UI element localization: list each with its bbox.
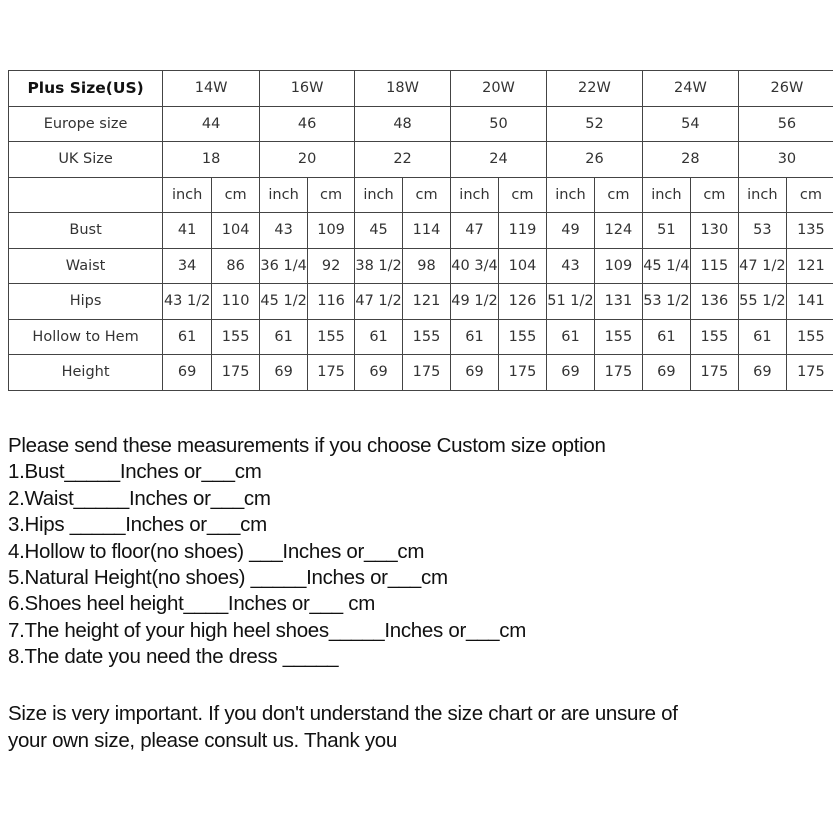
table-cell: 104 bbox=[212, 213, 260, 249]
table-cell: 175 bbox=[594, 355, 642, 391]
us-size-cell: 14W bbox=[163, 71, 260, 107]
table-cell: 86 bbox=[212, 248, 260, 284]
unit-inch-cell: inch bbox=[738, 177, 786, 213]
size-table bbox=[8, 70, 833, 391]
table-cell: 43 bbox=[546, 248, 594, 284]
instruction-item: 4.Hollow to floor(no shoes) ___Inches or___cm bbox=[8, 539, 425, 563]
table-cell: 121 bbox=[786, 248, 833, 284]
table-cell: 126 bbox=[498, 284, 546, 320]
table-cell: 175 bbox=[403, 355, 451, 391]
table-cell: 47 1/2 bbox=[738, 248, 786, 284]
table-cell: 43 1/2 bbox=[163, 284, 212, 320]
uk-size-cell: 18 bbox=[163, 142, 260, 178]
measurement-row bbox=[9, 284, 833, 320]
unit-cm-cell: cm bbox=[786, 177, 833, 213]
measurement-instructions bbox=[8, 433, 828, 671]
unit-cm-cell: cm bbox=[403, 177, 451, 213]
uk-size-cell: 26 bbox=[546, 142, 642, 178]
table-cell: 43 bbox=[260, 213, 308, 249]
unit-cm-cell: cm bbox=[594, 177, 642, 213]
row-header: Europe size bbox=[9, 106, 163, 142]
row-header: UK Size bbox=[9, 142, 163, 178]
table-cell: 69 bbox=[642, 355, 690, 391]
table-cell: 69 bbox=[451, 355, 499, 391]
footer-line: your own size, please consult us. Thank you bbox=[8, 728, 397, 752]
measurement-row bbox=[9, 213, 833, 249]
europe-size-cell: 48 bbox=[355, 106, 451, 142]
table-cell: 41 bbox=[163, 213, 212, 249]
row-header: Hollow to Hem bbox=[9, 319, 163, 355]
table-cell: 155 bbox=[212, 319, 260, 355]
table-cell: 61 bbox=[546, 319, 594, 355]
table-cell: 61 bbox=[163, 319, 212, 355]
table-cell: 53 1/2 bbox=[642, 284, 690, 320]
instruction-item: 1.Bust_____Inches or___cm bbox=[8, 460, 262, 484]
table-cell: 104 bbox=[498, 248, 546, 284]
unit-inch-cell: inch bbox=[451, 177, 499, 213]
unit-inch-cell: inch bbox=[260, 177, 308, 213]
table-cell: 49 1/2 bbox=[451, 284, 499, 320]
table-cell: 115 bbox=[690, 248, 738, 284]
table-cell: 175 bbox=[690, 355, 738, 391]
footer-line: Size is very important. If you don't understand the size chart or are unsure of bbox=[8, 702, 678, 725]
measurement-row bbox=[9, 355, 833, 391]
europe-size-cell: 56 bbox=[738, 106, 833, 142]
table-cell: 49 bbox=[546, 213, 594, 249]
europe-size-cell: 54 bbox=[642, 106, 738, 142]
table-cell: 45 1/2 bbox=[260, 284, 308, 320]
size-chart bbox=[8, 70, 833, 412]
instruction-item: 2.Waist_____Inches or___cm bbox=[8, 486, 271, 510]
table-cell: 155 bbox=[498, 319, 546, 355]
table-cell: 47 1/2 bbox=[355, 284, 403, 320]
unit-cm-cell: cm bbox=[690, 177, 738, 213]
table-cell: 51 bbox=[642, 213, 690, 249]
table-cell: 61 bbox=[355, 319, 403, 355]
table-cell: 69 bbox=[355, 355, 403, 391]
measurement-row bbox=[9, 248, 833, 284]
table-cell: 45 bbox=[355, 213, 403, 249]
table-cell: 69 bbox=[738, 355, 786, 391]
table-cell: 116 bbox=[308, 284, 355, 320]
uk-size-cell: 28 bbox=[642, 142, 738, 178]
table-cell: 175 bbox=[308, 355, 355, 391]
table-cell: 175 bbox=[212, 355, 260, 391]
unit-cm-cell: cm bbox=[308, 177, 355, 213]
unit-inch-cell: inch bbox=[546, 177, 594, 213]
uk-size-cell: 20 bbox=[260, 142, 355, 178]
table-cell: 155 bbox=[403, 319, 451, 355]
table-cell: 36 1/4 bbox=[260, 248, 308, 284]
table-cell: 38 1/2 bbox=[355, 248, 403, 284]
europe-size-cell: 46 bbox=[260, 106, 355, 142]
table-cell: 55 1/2 bbox=[738, 284, 786, 320]
table-cell: 53 bbox=[738, 213, 786, 249]
table-cell: 109 bbox=[594, 248, 642, 284]
table-cell: 69 bbox=[260, 355, 308, 391]
us-size-cell: 18W bbox=[355, 71, 451, 107]
row-header: Hips bbox=[9, 284, 163, 320]
instruction-item: 7.The height of your high heel shoes_____Inches or___cm bbox=[8, 618, 527, 642]
us-size-cell: 26W bbox=[738, 71, 833, 107]
table-cell: 69 bbox=[163, 355, 212, 391]
table-cell: 61 bbox=[260, 319, 308, 355]
unit-inch-cell: inch bbox=[163, 177, 212, 213]
us-size-cell: 22W bbox=[546, 71, 642, 107]
table-cell: 155 bbox=[786, 319, 833, 355]
table-cell: 40 3/4 bbox=[451, 248, 499, 284]
table-cell: 175 bbox=[786, 355, 833, 391]
table-cell: 131 bbox=[594, 284, 642, 320]
table-cell: 141 bbox=[786, 284, 833, 320]
table-cell: 92 bbox=[308, 248, 355, 284]
instruction-item: 5.Natural Height(no shoes) _____Inches or___cm bbox=[8, 565, 448, 589]
table-cell: 130 bbox=[690, 213, 738, 249]
unit-inch-cell: inch bbox=[355, 177, 403, 213]
table-cell: 69 bbox=[546, 355, 594, 391]
table-cell: 61 bbox=[642, 319, 690, 355]
europe-size-row bbox=[9, 106, 833, 142]
empty-cell bbox=[9, 177, 163, 213]
table-cell: 121 bbox=[403, 284, 451, 320]
measurement-row bbox=[9, 319, 833, 355]
table-cell: 136 bbox=[690, 284, 738, 320]
table-cell: 155 bbox=[690, 319, 738, 355]
europe-size-cell: 52 bbox=[546, 106, 642, 142]
table-cell: 51 1/2 bbox=[546, 284, 594, 320]
europe-size-cell: 50 bbox=[451, 106, 547, 142]
table-cell: 61 bbox=[451, 319, 499, 355]
table-cell: 124 bbox=[594, 213, 642, 249]
uk-size-row bbox=[9, 142, 833, 178]
table-cell: 61 bbox=[738, 319, 786, 355]
us-size-cell: 24W bbox=[642, 71, 738, 107]
instructions-title: Please send these measurements if you choose Custom size option bbox=[8, 434, 606, 457]
uk-size-cell: 22 bbox=[355, 142, 451, 178]
footer-note bbox=[8, 701, 808, 754]
us-size-cell: 16W bbox=[260, 71, 355, 107]
row-header: Waist bbox=[9, 248, 163, 284]
us-size-cell: 20W bbox=[451, 71, 547, 107]
table-cell: 114 bbox=[403, 213, 451, 249]
row-header: Height bbox=[9, 355, 163, 391]
europe-size-cell: 44 bbox=[163, 106, 260, 142]
unit-cm-cell: cm bbox=[212, 177, 260, 213]
unit-row bbox=[9, 177, 833, 213]
unit-cm-cell: cm bbox=[498, 177, 546, 213]
table-cell: 98 bbox=[403, 248, 451, 284]
row-header: Bust bbox=[9, 213, 163, 249]
table-cell: 45 1/4 bbox=[642, 248, 690, 284]
instruction-item: 3.Hips _____Inches or___cm bbox=[8, 513, 267, 537]
uk-size-cell: 30 bbox=[738, 142, 833, 178]
table-cell: 135 bbox=[786, 213, 833, 249]
table-cell: 110 bbox=[212, 284, 260, 320]
table-cell: 119 bbox=[498, 213, 546, 249]
table-cell: 155 bbox=[594, 319, 642, 355]
instruction-item: 6.Shoes heel height____Inches or___ cm bbox=[8, 592, 375, 616]
uk-size-cell: 24 bbox=[451, 142, 547, 178]
table-cell: 155 bbox=[308, 319, 355, 355]
table-cell: 34 bbox=[163, 248, 212, 284]
table-cell: 175 bbox=[498, 355, 546, 391]
table-cell: 47 bbox=[451, 213, 499, 249]
row-header: Plus Size(US) bbox=[9, 71, 163, 107]
us-size-row bbox=[9, 71, 833, 107]
instruction-item: 8.The date you need the dress _____ bbox=[8, 645, 339, 669]
unit-inch-cell: inch bbox=[642, 177, 690, 213]
table-cell: 109 bbox=[308, 213, 355, 249]
